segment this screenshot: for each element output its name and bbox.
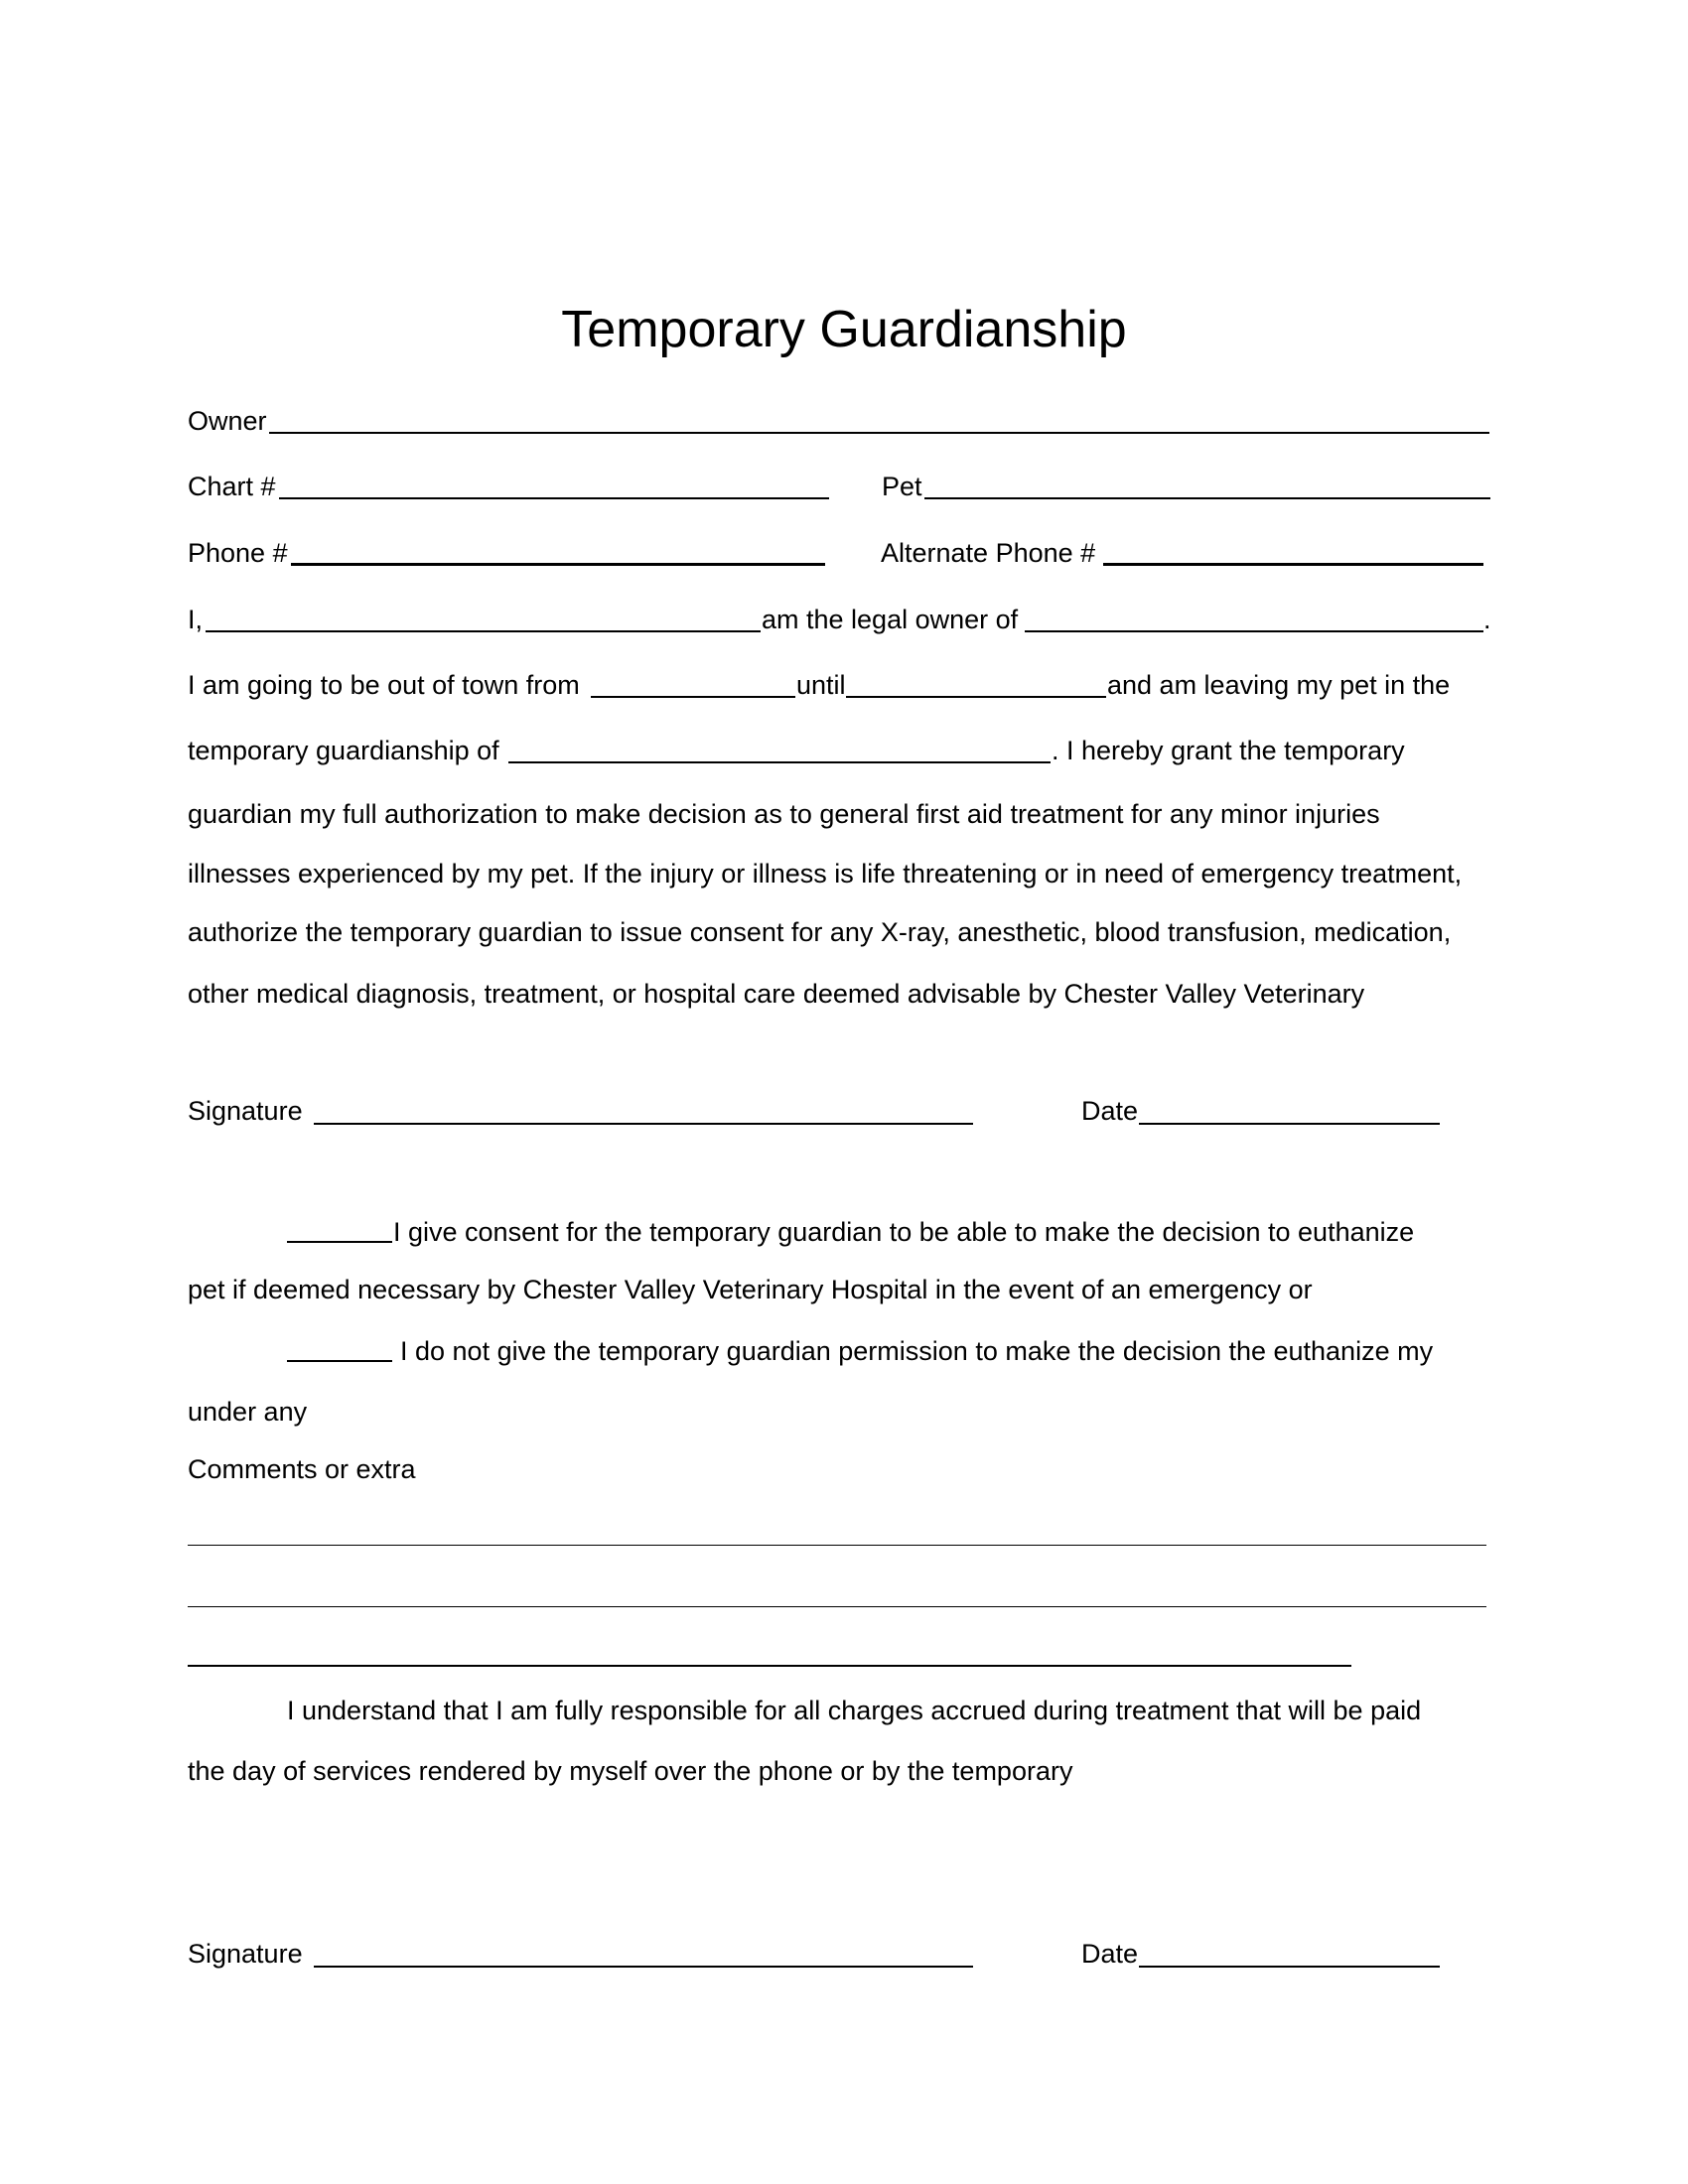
date-label: Date [1081,1939,1139,1969]
responsibility-text-cont: the day of services rendered by myself over the phone or by the temporary [188,1756,1073,1786]
paragraph-line: authorize the temporary guardian to issue consent for any X-ray, anesthetic, blood transfusion, medication, [188,917,1452,947]
until-date-field[interactable] [846,696,1106,698]
legal-owner-label: am the legal owner of [762,605,1019,634]
owner-label: Owner [188,406,267,436]
pet-field[interactable] [924,497,1490,499]
page-title: Temporary Guardianship [561,301,1127,358]
phone-field[interactable] [291,563,825,566]
consent-give-text-cont: pet if deemed necessary by Chester Valley Veterinary Hospital in the event of an emergency or [188,1275,1313,1304]
i-label: I, [188,605,204,634]
phone-label: Phone # [188,538,288,568]
date-label: Date [1081,1096,1139,1126]
signature-label: Signature [188,1939,303,1969]
consent-initial-field[interactable] [287,1241,392,1243]
grant-text: . I hereby grant the temporary [1052,736,1405,765]
comments-line-1[interactable] [188,1545,1486,1546]
from-date-field[interactable] [591,696,795,698]
owner-name-field[interactable] [206,630,761,632]
alt-phone-field[interactable] [1103,563,1483,566]
signature-field-2[interactable] [314,1966,973,1968]
consent-give-text: I give consent for the temporary guardian to be able to make the decision to euthanize [393,1217,1415,1247]
responsibility-text: I understand that I am fully responsible for all charges accrued during treatment that will be paid [287,1696,1422,1725]
pet-name-field[interactable] [1025,630,1483,632]
paragraph-line: other medical diagnosis, treatment, or hospital care deemed advisable by Chester Valley Veterinary [188,979,1365,1009]
comments-label: Comments or extra [188,1454,416,1484]
period-text: . [1483,605,1491,634]
date-field-2[interactable] [1139,1966,1440,1968]
date-field[interactable] [1139,1123,1440,1125]
chart-label: Chart # [188,472,276,501]
owner-field[interactable] [269,432,1489,434]
chart-field[interactable] [279,497,829,499]
out-of-town-label: I am going to be out of town from [188,670,580,700]
consent-deny-text-cont: under any [188,1397,308,1427]
until-label: until [796,670,846,700]
signature-field[interactable] [314,1123,973,1125]
consent-deny-text: I do not give the temporary guardian permission to make the decision the euthanize my [400,1336,1434,1366]
comments-line-2[interactable] [188,1606,1486,1607]
leaving-pet-label: and am leaving my pet in the [1107,670,1451,700]
alt-phone-label: Alternate Phone # [881,538,1096,568]
deny-initial-field[interactable] [287,1360,392,1362]
guardian-name-field[interactable] [508,761,1051,763]
guardianship-of-label: temporary guardianship of [188,736,499,765]
paragraph-line: illnesses experienced by my pet. If the injury or illness is life threatening or in need of emergency treatment, [188,859,1463,888]
signature-label: Signature [188,1096,303,1126]
pet-label: Pet [882,472,922,501]
paragraph-line: guardian my full authorization to make decision as to general first aid treatment for any minor injuries [188,799,1380,829]
comments-line-3[interactable] [188,1665,1351,1667]
